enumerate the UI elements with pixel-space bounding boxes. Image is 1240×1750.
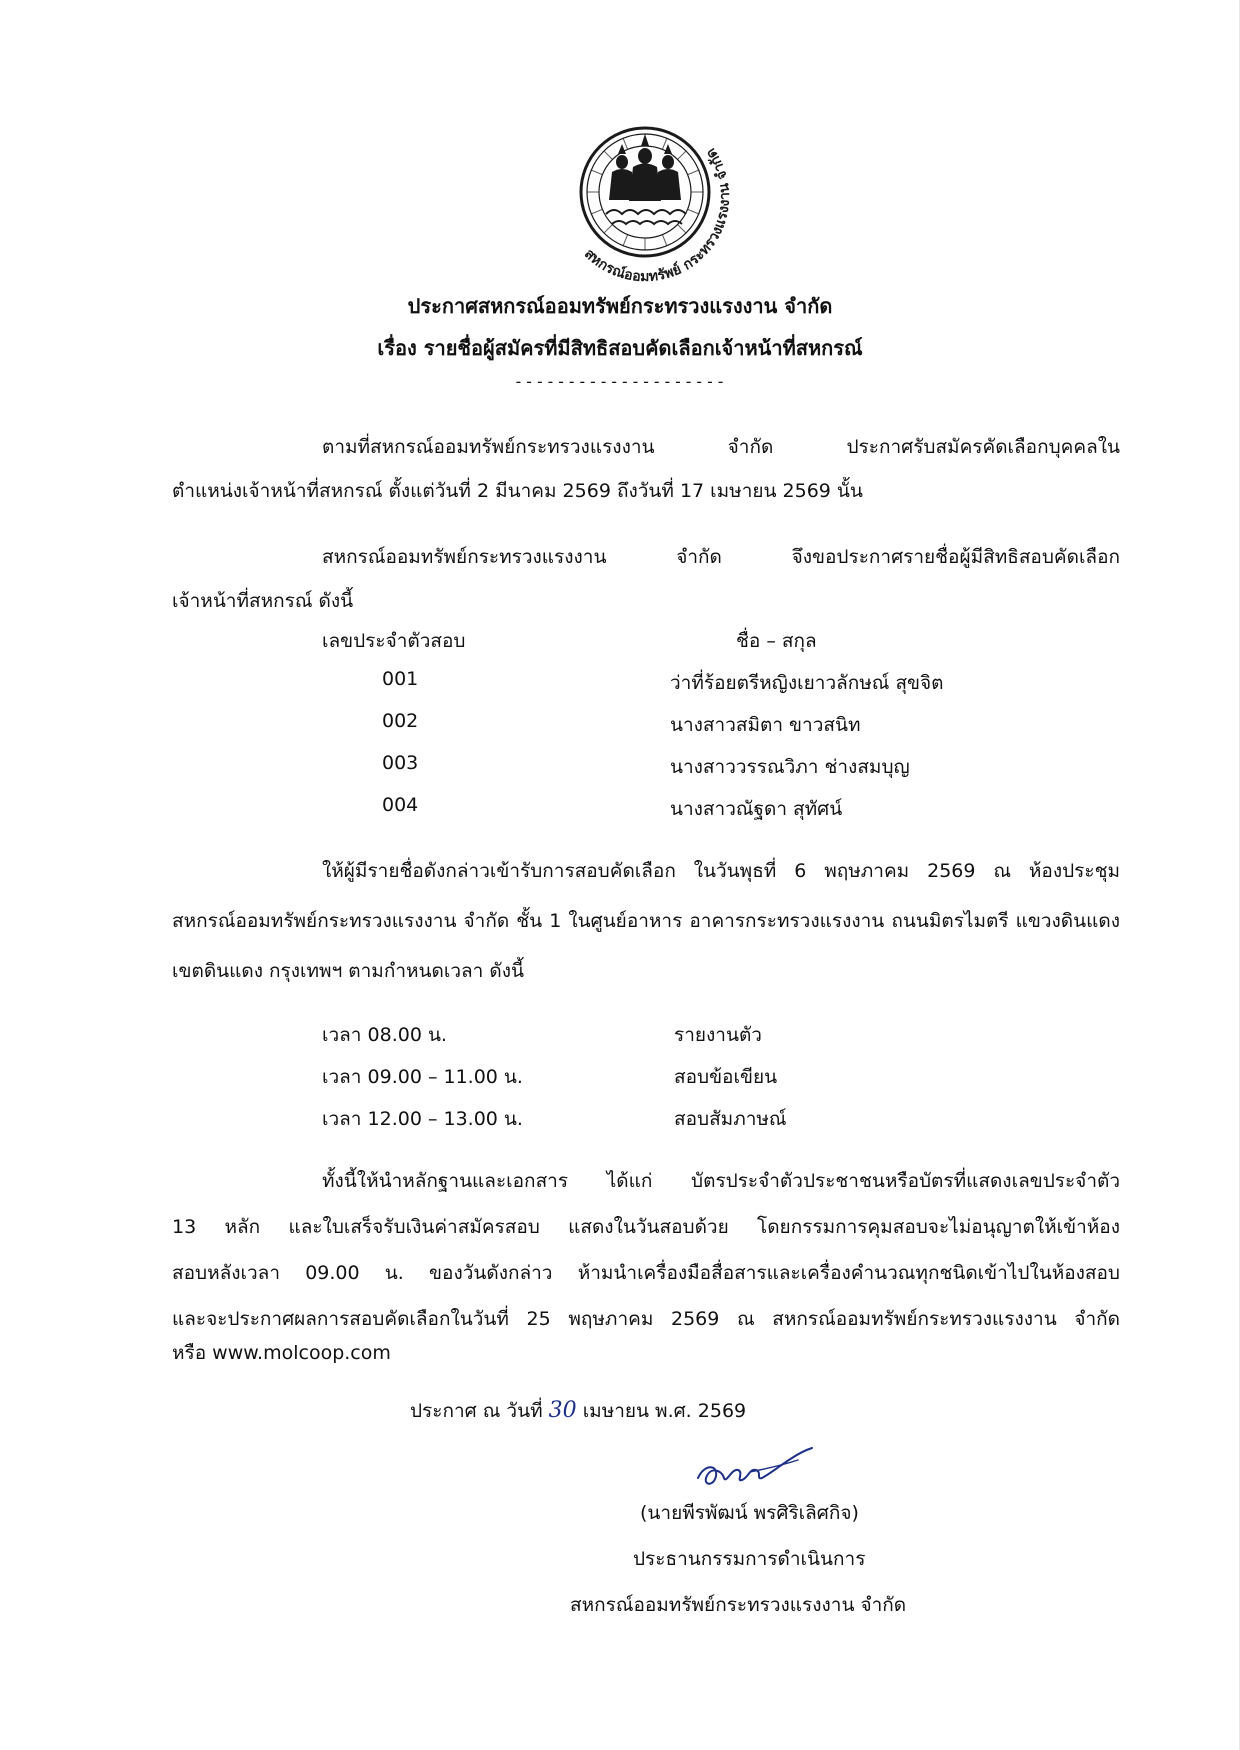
para4-line3: สอบหลังเวลา 09.00 น. ของวันดังกล่าว ห้ามนำเครื่องมือสื่อสารและเครื่องคำนวณทุกชนิดเข้าไปในห้องสอบ (172, 1262, 1120, 1284)
schedule-time: เวลา 09.00 – 11.00 น. (322, 1066, 523, 1088)
candidate-name: ว่าที่ร้อยตรีหญิงเยาวลักษณ์ สุขจิต (670, 672, 944, 694)
candidate-name-header: ชื่อ – สกุล (736, 630, 817, 652)
handwritten-signature (690, 1442, 850, 1492)
schedule-activity: รายงานตัว (674, 1024, 762, 1046)
candidate-name: นางสาวสมิตา ขาวสนิท (670, 714, 861, 736)
para2-line1: สหกรณ์ออมทรัพย์กระทรวงแรงงาน จำกัด จึงขอประกาศรายชื่อผู้มีสิทธิสอบคัดเลือก (322, 546, 1120, 568)
para3-line1: ให้ผู้มีรายชื่อดังกล่าวเข้ารับการสอบคัดเลือก ในวันพุธที่ 6 พฤษภาคม 2569 ณ ห้องประชุม (322, 860, 1120, 882)
schedule-time: เวลา 12.00 – 13.00 น. (322, 1108, 523, 1130)
para1-line2: ตำแหน่งเจ้าหน้าที่สหกรณ์ ตั้งแต่วันที่ 2 มีนาคม 2569 ถึงวันที่ 17 เมษายน 2569 นั้น (172, 480, 863, 502)
schedule-activity: สอบข้อเขียน (674, 1066, 778, 1088)
website-link[interactable]: หรือ www.molcoop.com (172, 1342, 391, 1364)
candidate-id: 002 (382, 710, 419, 732)
announcement-title: ประกาศสหกรณ์ออมทรัพย์กระทรวงแรงงาน จำกัด (407, 294, 833, 318)
announcement-subject: เรื่อง รายชื่อผู้สมัครที่มีสิทธิสอบคัดเลือกเจ้าหน้าที่สหกรณ์ (377, 336, 863, 360)
three-deities-emblem-icon (540, 92, 750, 302)
para3-line2: สหกรณ์ออมทรัพย์กระทรวงแรงงาน จำกัด ชั้น 1 ในศูนย์อาหาร อาคารกระทรวงแรงงาน ถนนมิตรไมตรี แขวงดินแดง (172, 910, 1120, 932)
candidate-id: 003 (382, 752, 419, 774)
para1-line1: ตามที่สหกรณ์ออมทรัพย์กระทรวงแรงงาน จำกัด ประกาศรับสมัครคัดเลือกบุคคลใน (322, 436, 1120, 458)
announce-prefix: ประกาศ ณ วันที่ (410, 1400, 543, 1422)
para3-line3: เขตดินแดง กรุงเทพฯ ตามกำหนดเวลา ดังนี้ (172, 960, 524, 982)
para2-line2: เจ้าหน้าที่สหกรณ์ ดังนี้ (172, 590, 354, 612)
svg-text:สหกรณ์ออมทรัพย์ กระทรวงแรงงาน: สหกรณ์ออมทรัพย์ กระทรวงแรงงาน จำกัด (580, 145, 734, 286)
cooperative-seal (540, 92, 750, 302)
title-separator: -------------------- (513, 372, 727, 391)
signatory-name: (นายพีรพัฒน์ พรศิริเลิศกิจ) (640, 1502, 859, 1524)
announce-suffix: เมษายน พ.ศ. 2569 (582, 1400, 747, 1422)
candidate-id: 004 (382, 794, 419, 816)
announce-day-handwritten: 30 (548, 1398, 577, 1423)
candidate-name: นางสาววรรณวิภา ช่างสมบุญ (670, 756, 910, 778)
signatory-organization: สหกรณ์ออมทรัพย์กระทรวงแรงงาน จำกัด (570, 1594, 907, 1616)
schedule-activity: สอบสัมภาษณ์ (674, 1108, 787, 1130)
announce-date (410, 1396, 746, 1426)
schedule-time: เวลา 08.00 น. (322, 1024, 447, 1046)
signatory-position: ประธานกรรมการดำเนินการ (633, 1548, 866, 1570)
candidate-name: นางสาวณัฐดา สุทัศน์ (670, 798, 843, 820)
candidate-id: 001 (382, 668, 419, 690)
para4-line2: 13 หลัก และใบเสร็จรับเงินค่าสมัครสอบ แสดงในวันสอบด้วย โดยกรรมการคุมสอบจะไม่อนุญาตให้เข้าห้อง (172, 1216, 1120, 1238)
para4-line1: ทั้งนี้ให้นำหลักฐานและเอกสาร ได้แก่ บัตรประจำตัวประชาชนหรือบัตรที่แสดงเลขประจำตัว (322, 1170, 1120, 1192)
para4-line4: และจะประกาศผลการสอบคัดเลือกในวันที่ 25 พฤษภาคม 2569 ณ สหกรณ์ออมทรัพย์กระทรวงแรงงาน จำกัด (172, 1308, 1120, 1330)
candidate-id-header: เลขประจำตัวสอบ (322, 630, 466, 652)
